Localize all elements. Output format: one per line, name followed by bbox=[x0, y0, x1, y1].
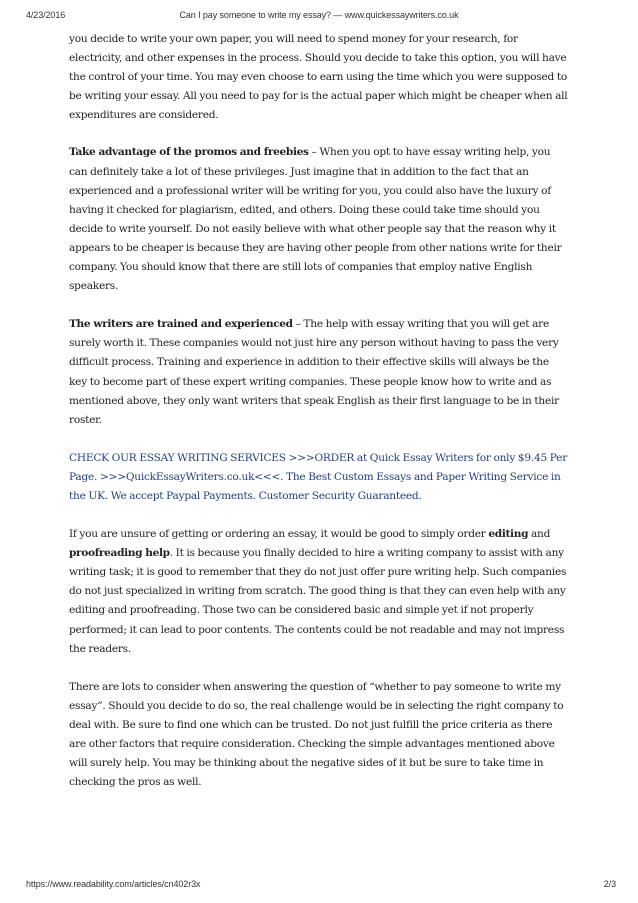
paragraph-promos bbox=[69, 143, 569, 296]
page-number: 2/3 bbox=[603, 879, 616, 889]
editing-text-start: If you are unsure of getting or ordering an essay, it would be good to simply order bbox=[69, 528, 489, 541]
writers-text: – The help with essay writing that you will get are surely worth it. These companies would not just hire any person without having to pass the very difficult process. Training and experience in addition to their effective skills will always be the key to become part of these expert writing companies. These people know how to write and as mentioned above, they only want writers that speak English as their first language to be in their roster. bbox=[69, 318, 559, 426]
writers-heading: The writers are trained and experienced bbox=[69, 318, 293, 331]
paragraph-cost: you decide to write your own paper, you will need to spend money for your research, for electricity, and other expenses in the process. Should you decide to take this option, you will have the control of your time. You may even choose to earn using the time which you were supposed to be writing your essay. All you need to pay for is the actual paper which might be cheaper when all expenditures are considered. bbox=[69, 33, 568, 122]
paragraph-conclusion: There are lots to consider when answering the question of “whether to pay someone to write my essay”. Should you decide to do so, the real challenge would be in selecting the right company to deal with. Be sure to find one which can be trusted. Do not just fulfill the price criteria as there are other factors that require consideration. Checking the simple advantages mentioned above will surely help. You may be thinking about the negative sides of it but be sure to take time in checking the pros as well. bbox=[69, 680, 564, 789]
editing-and: and bbox=[528, 528, 551, 541]
proofreading-term: proofreading help bbox=[69, 547, 170, 560]
print-page-title: Can I pay someone to write my essay? — www.quickessaywriters.co.uk bbox=[179, 10, 459, 20]
editing-term: editing bbox=[488, 528, 529, 541]
order-services-link[interactable]: CHECK OUR ESSAY WRITING SERVICES >>>ORDER at Quick Essay Writers for only $9.45 Per Page. >>>QuickEssayWriters.co.uk<<<. The Best Custom Essays and Paper Writing Service in the UK. We accept Paypal Payments. Customer Security Guaranteed. bbox=[69, 451, 568, 502]
article-body bbox=[69, 30, 569, 811]
paragraph-promo-link bbox=[69, 449, 569, 506]
editing-text-end: . It is because you finally decided to hire a writing company to assist with any writing task; it is good to remember that they do not just offer pure writing help. Such companies do not just specialized in writing from scratch. The good thing is that they can even help with any editing and proofreading. Those two can be considered basic and simple yet if not properly performed; it can lead to poor contents. The contents could be not readable and may not impress the readers. bbox=[69, 547, 567, 655]
promos-heading: Take advantage of the promos and freebies bbox=[69, 146, 309, 159]
print-source-url: https://www.readability.com/articles/cn402r3x bbox=[26, 879, 201, 889]
paragraph-writers bbox=[69, 315, 569, 430]
paragraph-editing bbox=[69, 525, 569, 659]
promos-text: – When you opt to have essay writing help, you can definitely take a lot of these privileges. Just imagine that in addition to the fact that an experienced and a professional writer will be writing for you, you could also have the luxury of having it checked for plagiarism, edited, and others. Doing these could take time should you decide to write yourself. Do not easily believe with what other people say that the reason why it appears to be cheaper is because they are having other people from other nations write for their company. You should know that there are still lots of companies that employ native English speakers. bbox=[69, 146, 562, 293]
print-date: 4/23/2016 bbox=[26, 10, 66, 20]
